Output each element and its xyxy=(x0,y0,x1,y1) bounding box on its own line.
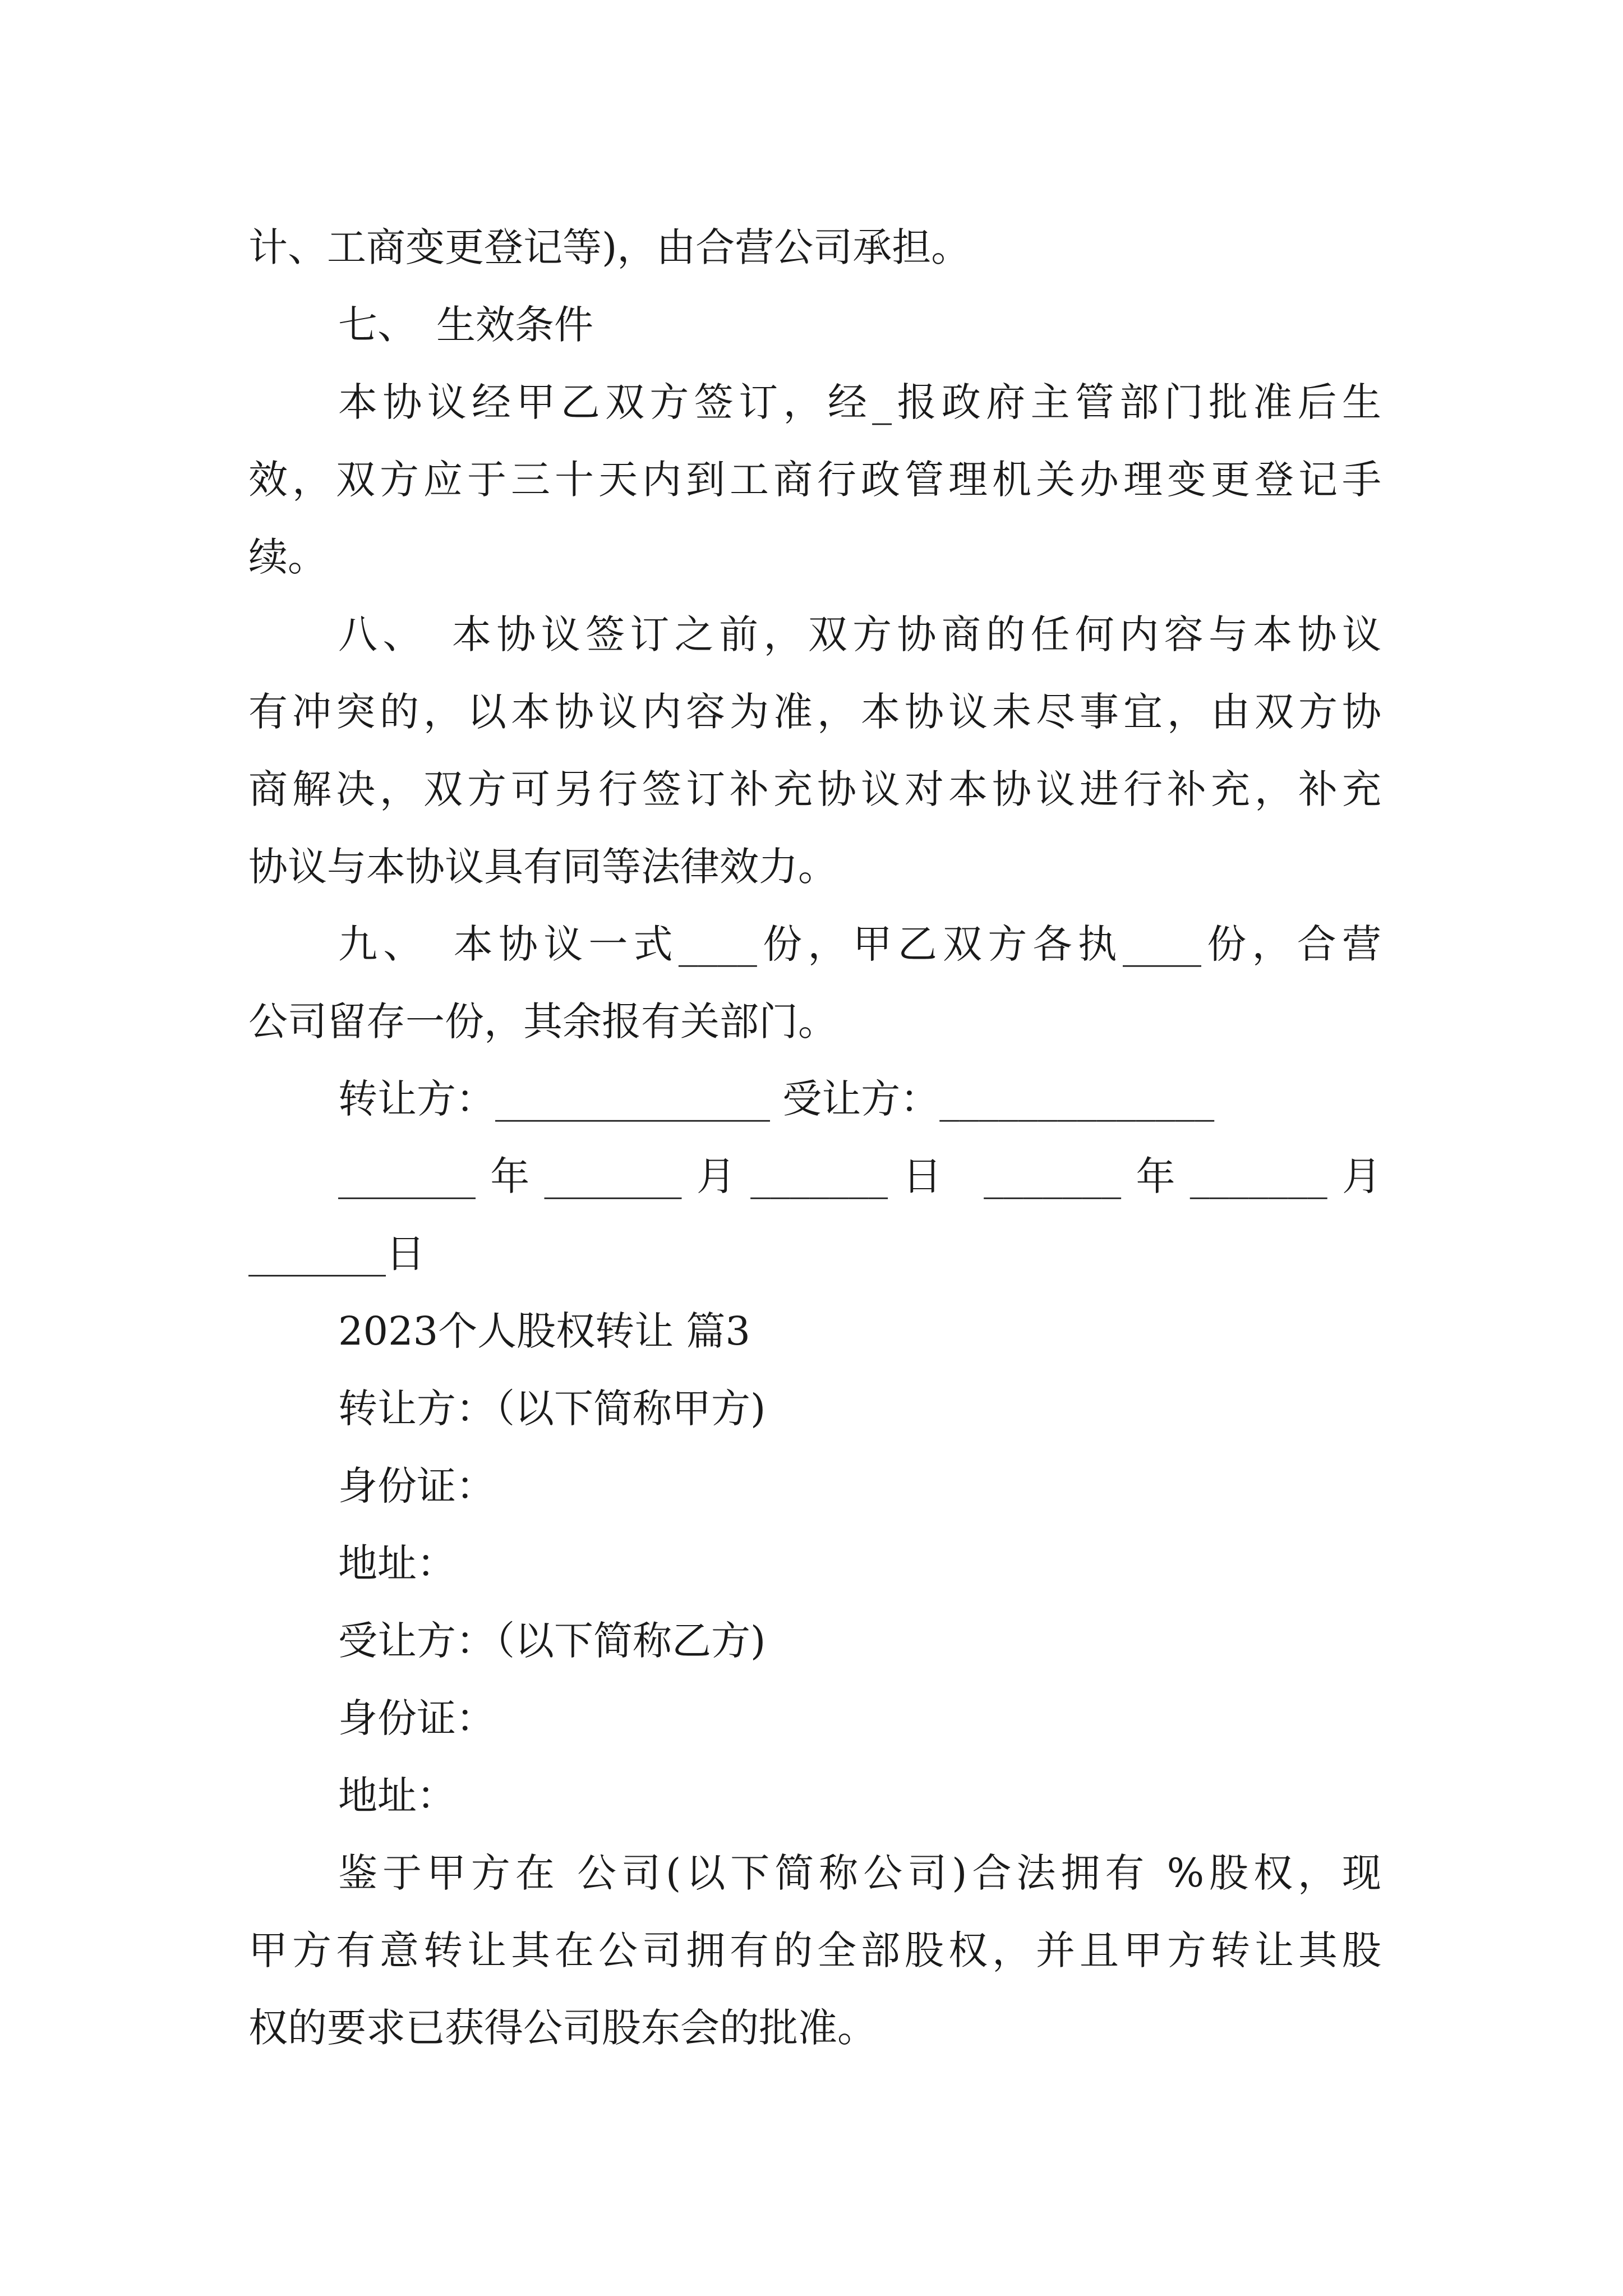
text-line: 鉴于甲方在 公司(以下简称公司)合法拥有 %股权，现 xyxy=(338,1850,1381,1896)
party-field: 身份证： xyxy=(338,1695,495,1741)
party-field: 地址： xyxy=(338,1540,456,1586)
text-line: 协议与本协议具有同等法律效力。 xyxy=(248,844,837,890)
text-line: 九、 本协议一式____份，甲乙双方各执____份，合营 xyxy=(338,921,1381,967)
date-line: _______年_______月_______日 _______年_______月 xyxy=(338,1153,1381,1199)
text-line: 效，双方应于三十天内到工商行政管理机关办理变更登记手 xyxy=(248,457,1381,503)
party-field: 转让方：（以下简称甲方) xyxy=(338,1386,766,1432)
article-title: 2023个人股权转让 篇3 xyxy=(338,1308,750,1354)
text-line: 八、 本协议签订之前，双方协商的任何内容与本协议 xyxy=(338,611,1381,657)
text-line: 商解决，双方可另行签订补充协议对本协议进行补充，补充 xyxy=(248,766,1381,812)
document-body xyxy=(248,209,1381,2067)
text-line: 有冲突的，以本协议内容为准，本协议未尽事宜，由双方协 xyxy=(248,689,1381,735)
party-field: 受让方：（以下简称乙方) xyxy=(338,1618,766,1664)
section-heading: 七、 生效条件 xyxy=(338,302,593,348)
party-field: 身份证： xyxy=(338,1463,495,1509)
text-line: 续。 xyxy=(248,534,327,580)
party-field: 地址： xyxy=(338,1773,456,1819)
text-line: 甲方有意转让其在公司拥有的全部股权，并且甲方转让其股 xyxy=(248,1927,1381,1973)
date-line: _______日 xyxy=(248,1231,425,1277)
text-line: 公司留存一份，其余报有关部门。 xyxy=(248,999,837,1045)
signature-line: 转让方：______________ 受让方：______________ xyxy=(338,1076,1215,1122)
text-line: 本协议经甲乙双方签订，经_报政府主管部门批准后生 xyxy=(338,379,1381,425)
text-line: 计、工商变更登记等)，由合营公司承担。 xyxy=(248,224,971,270)
text-line: 权的要求已获得公司股东会的批准。 xyxy=(248,2005,877,2051)
